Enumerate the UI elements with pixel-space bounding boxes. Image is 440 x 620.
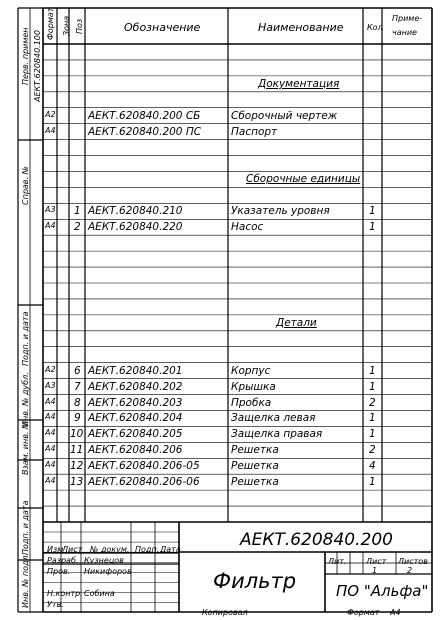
- tb-role-razrab: Разраб.: [47, 556, 79, 565]
- row-pos: 10: [70, 428, 84, 441]
- margin-sprav: Справ. №: [21, 166, 30, 205]
- row-pos: 11: [70, 444, 84, 457]
- row-designation: АЕКТ.620840.206-06: [88, 476, 200, 489]
- row-designation: АЕКТ.620840.201: [88, 364, 183, 377]
- row-format: А4: [45, 396, 56, 406]
- row-designation: АЕКТ.620840.204: [88, 412, 183, 425]
- row-section-title: Сборочные единицы: [246, 173, 361, 186]
- margin-perv-primen-value: АЕКТ.620840.100: [33, 30, 42, 102]
- tb-col-list: Лист: [62, 545, 83, 554]
- margin-perv-primen: Перв. примен: [21, 27, 30, 85]
- row-section-title: Документация: [258, 77, 340, 90]
- row-pos: 8: [74, 396, 81, 409]
- row-qty: 1: [369, 380, 376, 393]
- row-pos: 13: [70, 476, 84, 489]
- row-format: А4: [45, 125, 56, 135]
- row-qty: 1: [369, 364, 376, 377]
- row-designation: АЕКТ.620840.206: [88, 444, 183, 457]
- footer-copied: Копировал: [202, 608, 248, 617]
- header-name: Наименование: [258, 21, 344, 34]
- row-qty: 1: [369, 428, 376, 441]
- margin-inv-dubl: Инв. № дубл.: [21, 372, 30, 427]
- tb-product-name: Фильтр: [213, 569, 297, 593]
- row-designation: АЕКТ.620840.200 СБ: [88, 109, 201, 122]
- row-format: А4: [45, 221, 56, 231]
- margin-podp-data-2: Подп. и дата: [21, 500, 30, 555]
- tb-role-prov: Пров.: [47, 567, 71, 576]
- row-name: Пробка: [231, 396, 272, 409]
- tb-designation: АЕКТ.620840.200: [240, 530, 393, 550]
- row-qty: 1: [369, 412, 376, 425]
- tb-col-date: Дата: [160, 545, 181, 554]
- grid-lines: [18, 8, 432, 612]
- header-note-1: Приме-: [392, 14, 423, 23]
- row-pos: 1: [74, 205, 81, 218]
- row-pos: 7: [74, 380, 81, 393]
- row-name: Насос: [231, 221, 264, 234]
- row-pos: 9: [74, 412, 81, 425]
- tb-lit: Лит.: [328, 557, 347, 566]
- margin-inv-podl: Инв. № подл.: [21, 552, 30, 608]
- row-qty: 2: [369, 396, 376, 409]
- row-qty: 4: [369, 460, 376, 473]
- tb-name-nkontr: Собина: [84, 589, 115, 598]
- tb-col-podp: Подп.: [135, 545, 160, 554]
- tb-sheet-value: 1: [372, 566, 378, 575]
- footer-format-label: Формат: [347, 608, 380, 617]
- row-name: Решетка: [231, 476, 279, 489]
- tb-col-izm: Изм: [47, 545, 64, 554]
- tb-name-prov: Никифоров: [84, 567, 132, 576]
- tb-role-utv: Утв.: [47, 600, 64, 609]
- row-designation: АЕКТ.620840.203: [88, 396, 183, 409]
- row-designation: АЕКТ.620840.202: [88, 380, 183, 393]
- row-section-title: Детали: [276, 316, 317, 329]
- tb-name-razrab: Кузнецов: [84, 556, 124, 565]
- row-designation: АЕКТ.620840.200 ПС: [88, 125, 202, 138]
- footer-format-value: А4: [390, 608, 401, 617]
- row-name: Паспорт: [231, 125, 278, 138]
- row-pos: 12: [70, 460, 84, 473]
- header-format: Формат: [46, 7, 55, 40]
- row-pos: 2: [74, 221, 81, 234]
- row-designation: АЕКТ.620840.210: [88, 205, 183, 218]
- tb-sheets: Листов: [398, 557, 428, 566]
- row-pos: 6: [74, 364, 81, 377]
- row-name: Корпус: [231, 364, 271, 377]
- row-format: А3: [45, 205, 56, 215]
- row-format: А4: [45, 460, 56, 470]
- row-qty: 1: [369, 205, 376, 218]
- tb-sheets-value: 2: [407, 566, 413, 575]
- row-name: Решетка: [231, 460, 279, 473]
- tb-sheet: Лист: [366, 557, 387, 566]
- row-name: Решетка: [231, 444, 279, 457]
- header-qty: Кол: [367, 23, 383, 32]
- row-qty: 1: [369, 476, 376, 489]
- tb-role-nkontr: Н.контр.: [47, 589, 83, 598]
- row-format: А3: [45, 380, 56, 390]
- header-pos: Поз: [75, 18, 84, 34]
- row-format: А4: [45, 476, 56, 486]
- row-format: А4: [45, 428, 56, 438]
- row-name: Защелка левая: [231, 412, 316, 425]
- margin-podp-data-1: Подп. и дата: [21, 311, 30, 366]
- row-name: Указатель уровня: [231, 205, 330, 218]
- row-designation: АЕКТ.620840.206-05: [88, 460, 200, 473]
- row-format: А2: [45, 109, 56, 119]
- header-zone: Зона: [62, 15, 71, 36]
- header-note-2: чание: [392, 28, 417, 37]
- row-designation: АЕКТ.620840.205: [88, 428, 183, 441]
- row-format: А4: [45, 444, 56, 454]
- tb-col-doc: № докум.: [90, 545, 130, 554]
- row-name: Крышка: [231, 380, 276, 393]
- margin-vzam-inv: Взам. инв. №: [21, 420, 30, 475]
- tb-org: ПО "Альфа": [336, 582, 429, 600]
- row-format: А4: [45, 412, 56, 422]
- row-name: Защелка правая: [231, 428, 323, 441]
- row-format: А2: [45, 364, 56, 374]
- row-qty: 2: [369, 444, 376, 457]
- row-designation: АЕКТ.620840.220: [88, 221, 183, 234]
- header-designation: Обозначение: [124, 21, 201, 34]
- row-qty: 1: [369, 221, 376, 234]
- row-name: Сборочный чертеж: [231, 109, 338, 122]
